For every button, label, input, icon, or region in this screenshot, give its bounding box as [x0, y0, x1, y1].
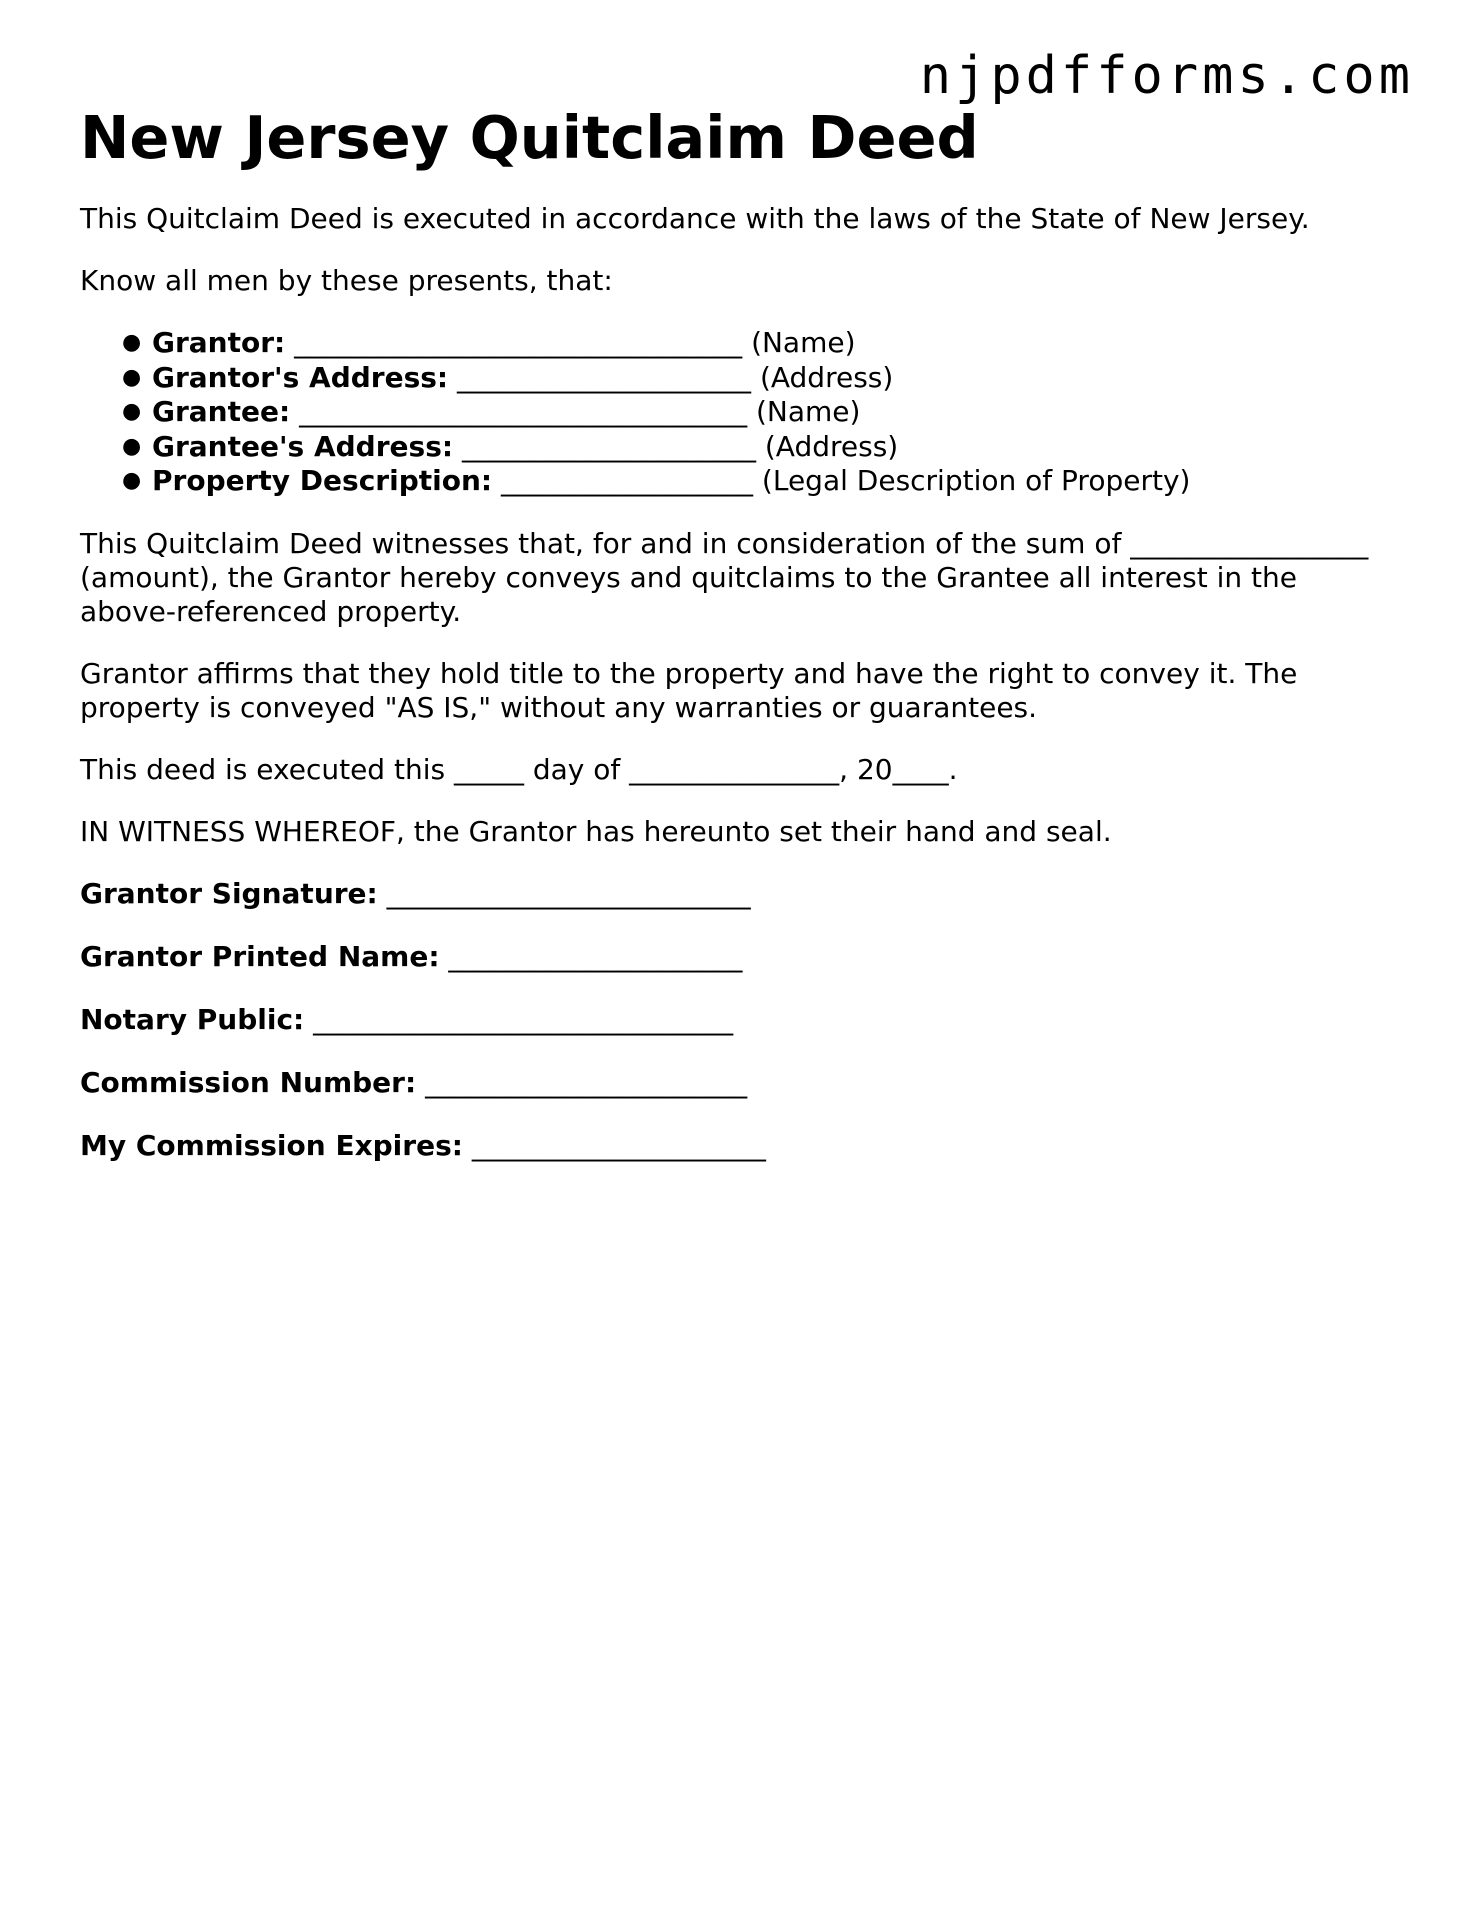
bullet-icon: ● — [122, 364, 142, 390]
list-item-grantee — [122, 395, 1400, 430]
field-label: Property Description: — [152, 464, 493, 497]
field-note: (Name) — [756, 395, 861, 428]
execution-date-paragraph: This deed is executed this _____ day of _______________, 20____. — [80, 752, 958, 786]
field-label: My Commission Expires: — [80, 1128, 463, 1162]
list-item-grantee-address — [122, 429, 1400, 465]
witness-paragraph: IN WITNESS WHEREOF, the Grantor has hereunto set their hand and seal. — [80, 814, 1112, 848]
list-item-grantor — [122, 326, 1400, 361]
blank-line: _______________________ — [416, 1065, 748, 1099]
consideration-paragraph: This Quitclaim Deed witnesses that, for and in consideration of the sum of _________________ (amount), the Grantor hereby conveys and quitclaims to the Grantee all interest in the above-referenced property. — [80, 526, 1369, 628]
blank-line: _____________________ — [462, 1128, 766, 1162]
grantor-printed-name-line — [80, 940, 1400, 974]
blank-line: _____________________ — [453, 429, 765, 463]
field-label: Grantor: — [152, 326, 286, 359]
blank-line: ________________________________ — [285, 326, 752, 359]
field-label: Grantor's Address: — [152, 360, 449, 394]
affirmation-paragraph: Grantor affirms that they hold title to the property and have the right to convey it. The property is conveyed "AS IS," without any warranties or guarantees. — [80, 656, 1298, 724]
document-title: New Jersey Quitclaim Deed — [80, 103, 979, 172]
field-note: (Name) — [751, 326, 856, 359]
bullet-icon: ● — [122, 468, 142, 493]
field-label: Grantor Printed Name: — [80, 939, 440, 973]
bullet-icon: ● — [122, 399, 142, 424]
bullet-icon: ● — [122, 330, 142, 355]
field-note: (Address) — [764, 429, 899, 463]
document-page — [80, 100, 1400, 1192]
parties-list — [80, 326, 1400, 499]
field-label: Grantee's Address: — [152, 429, 454, 463]
intro-paragraph: This Quitclaim Deed is executed in accordance with the laws of the State of New Jersey. — [80, 202, 1310, 235]
field-label: Grantee: — [152, 395, 291, 428]
blank-line: _____________________ — [448, 360, 760, 394]
site-watermark: njpdfforms.com — [919, 46, 1414, 106]
commission-expires-line — [80, 1129, 1400, 1163]
commission-number-line — [80, 1066, 1400, 1100]
blank-line: __________________________ — [377, 876, 751, 910]
field-label: Grantor Signature: — [80, 876, 378, 910]
field-note: (Legal Description of Property) — [761, 464, 1191, 497]
signature-block — [80, 877, 1400, 1163]
know-all-paragraph: Know all men by these presents, that: — [80, 264, 613, 297]
blank-line: ________________________________ — [290, 395, 756, 428]
list-item-property-description — [122, 464, 1400, 499]
notary-public-line — [80, 1003, 1400, 1037]
blank-line: ______________________________ — [304, 1002, 734, 1036]
field-note: (Address) — [759, 360, 894, 394]
bullet-icon: ● — [122, 433, 142, 459]
field-label: Notary Public: — [80, 1002, 305, 1036]
blank-line: __________________ — [492, 464, 762, 497]
grantor-signature-line — [80, 877, 1400, 911]
field-label: Commission Number: — [80, 1065, 417, 1099]
blank-line: _____________________ — [439, 939, 743, 973]
list-item-grantor-address — [122, 360, 1400, 396]
